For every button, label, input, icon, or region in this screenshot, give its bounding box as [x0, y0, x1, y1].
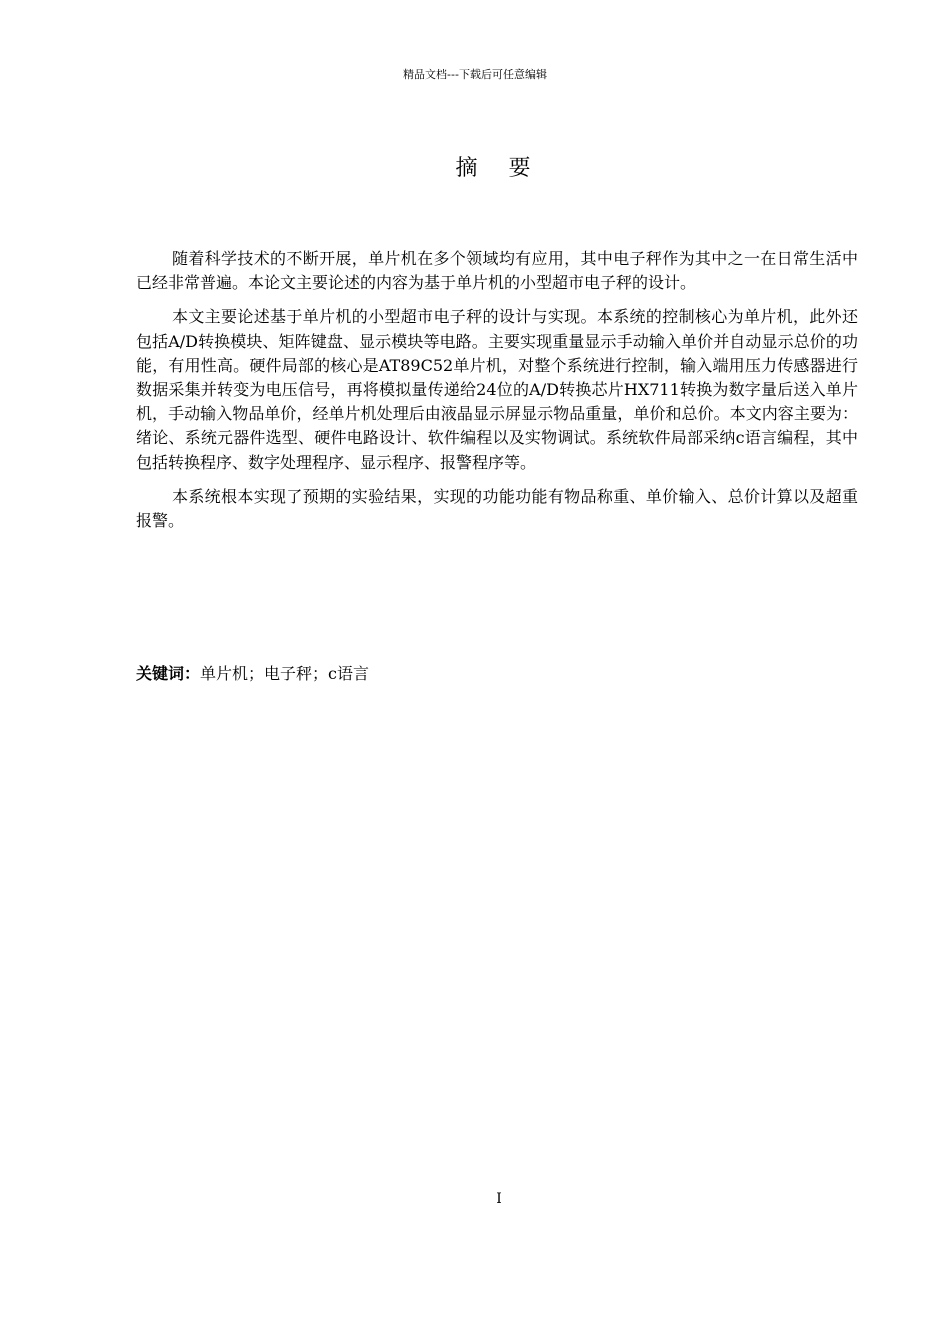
abstract-paragraph-2: 本文主要论述基于单片机的小型超市电子秤的设计与实现。本系统的控制核心为单片机，此外还包括A/D转换模块、矩阵键盘、显示模块等电路。主要实现重量显示手动输入单价并自动显示总价的功能，有用性高。硬件局部的核心是AT89C52单片机，对整个系统进行控制，输入端用压力传感器进行数据采集并转变为电压信号，再将模拟量传递给24位的A/D转换芯片HX711转换为数字量后送入单片机，手动输入物品单价，经单片机处理后由液晶显示屏显示物品重量，单价和总价。本文内容主要为：绪论、系统元器件选型、硬件电路设计、软件编程以及实物调试。系统软件局部采纳c语言编程，其中包括转换程序、数字处理程序、显示程序、报警程序等。 [136, 307, 858, 472]
abstract-paragraph-1: 随着科学技术的不断开展，单片机在多个领域均有应用，其中电子秤作为其中之一在日常生活中已经非常普遍。本论文主要论述的内容为基于单片机的小型超市电子秤的设计。 [136, 249, 858, 293]
keywords-label: 关键词： [136, 664, 201, 683]
keywords-line [136, 662, 858, 686]
keywords-value: 单片机；电子秤；c语言 [200, 664, 369, 683]
page-header: 精品文档---下载后可任意编辑 [403, 68, 547, 81]
abstract-paragraph-3: 本系统根本实现了预期的实验结果，实现的功能功能有物品称重、单价输入、总价计算以及超重报警。 [136, 486, 858, 531]
page-number: I [496, 1191, 502, 1207]
page-title: 摘 要 [455, 156, 543, 181]
abstract-body [136, 247, 858, 543]
